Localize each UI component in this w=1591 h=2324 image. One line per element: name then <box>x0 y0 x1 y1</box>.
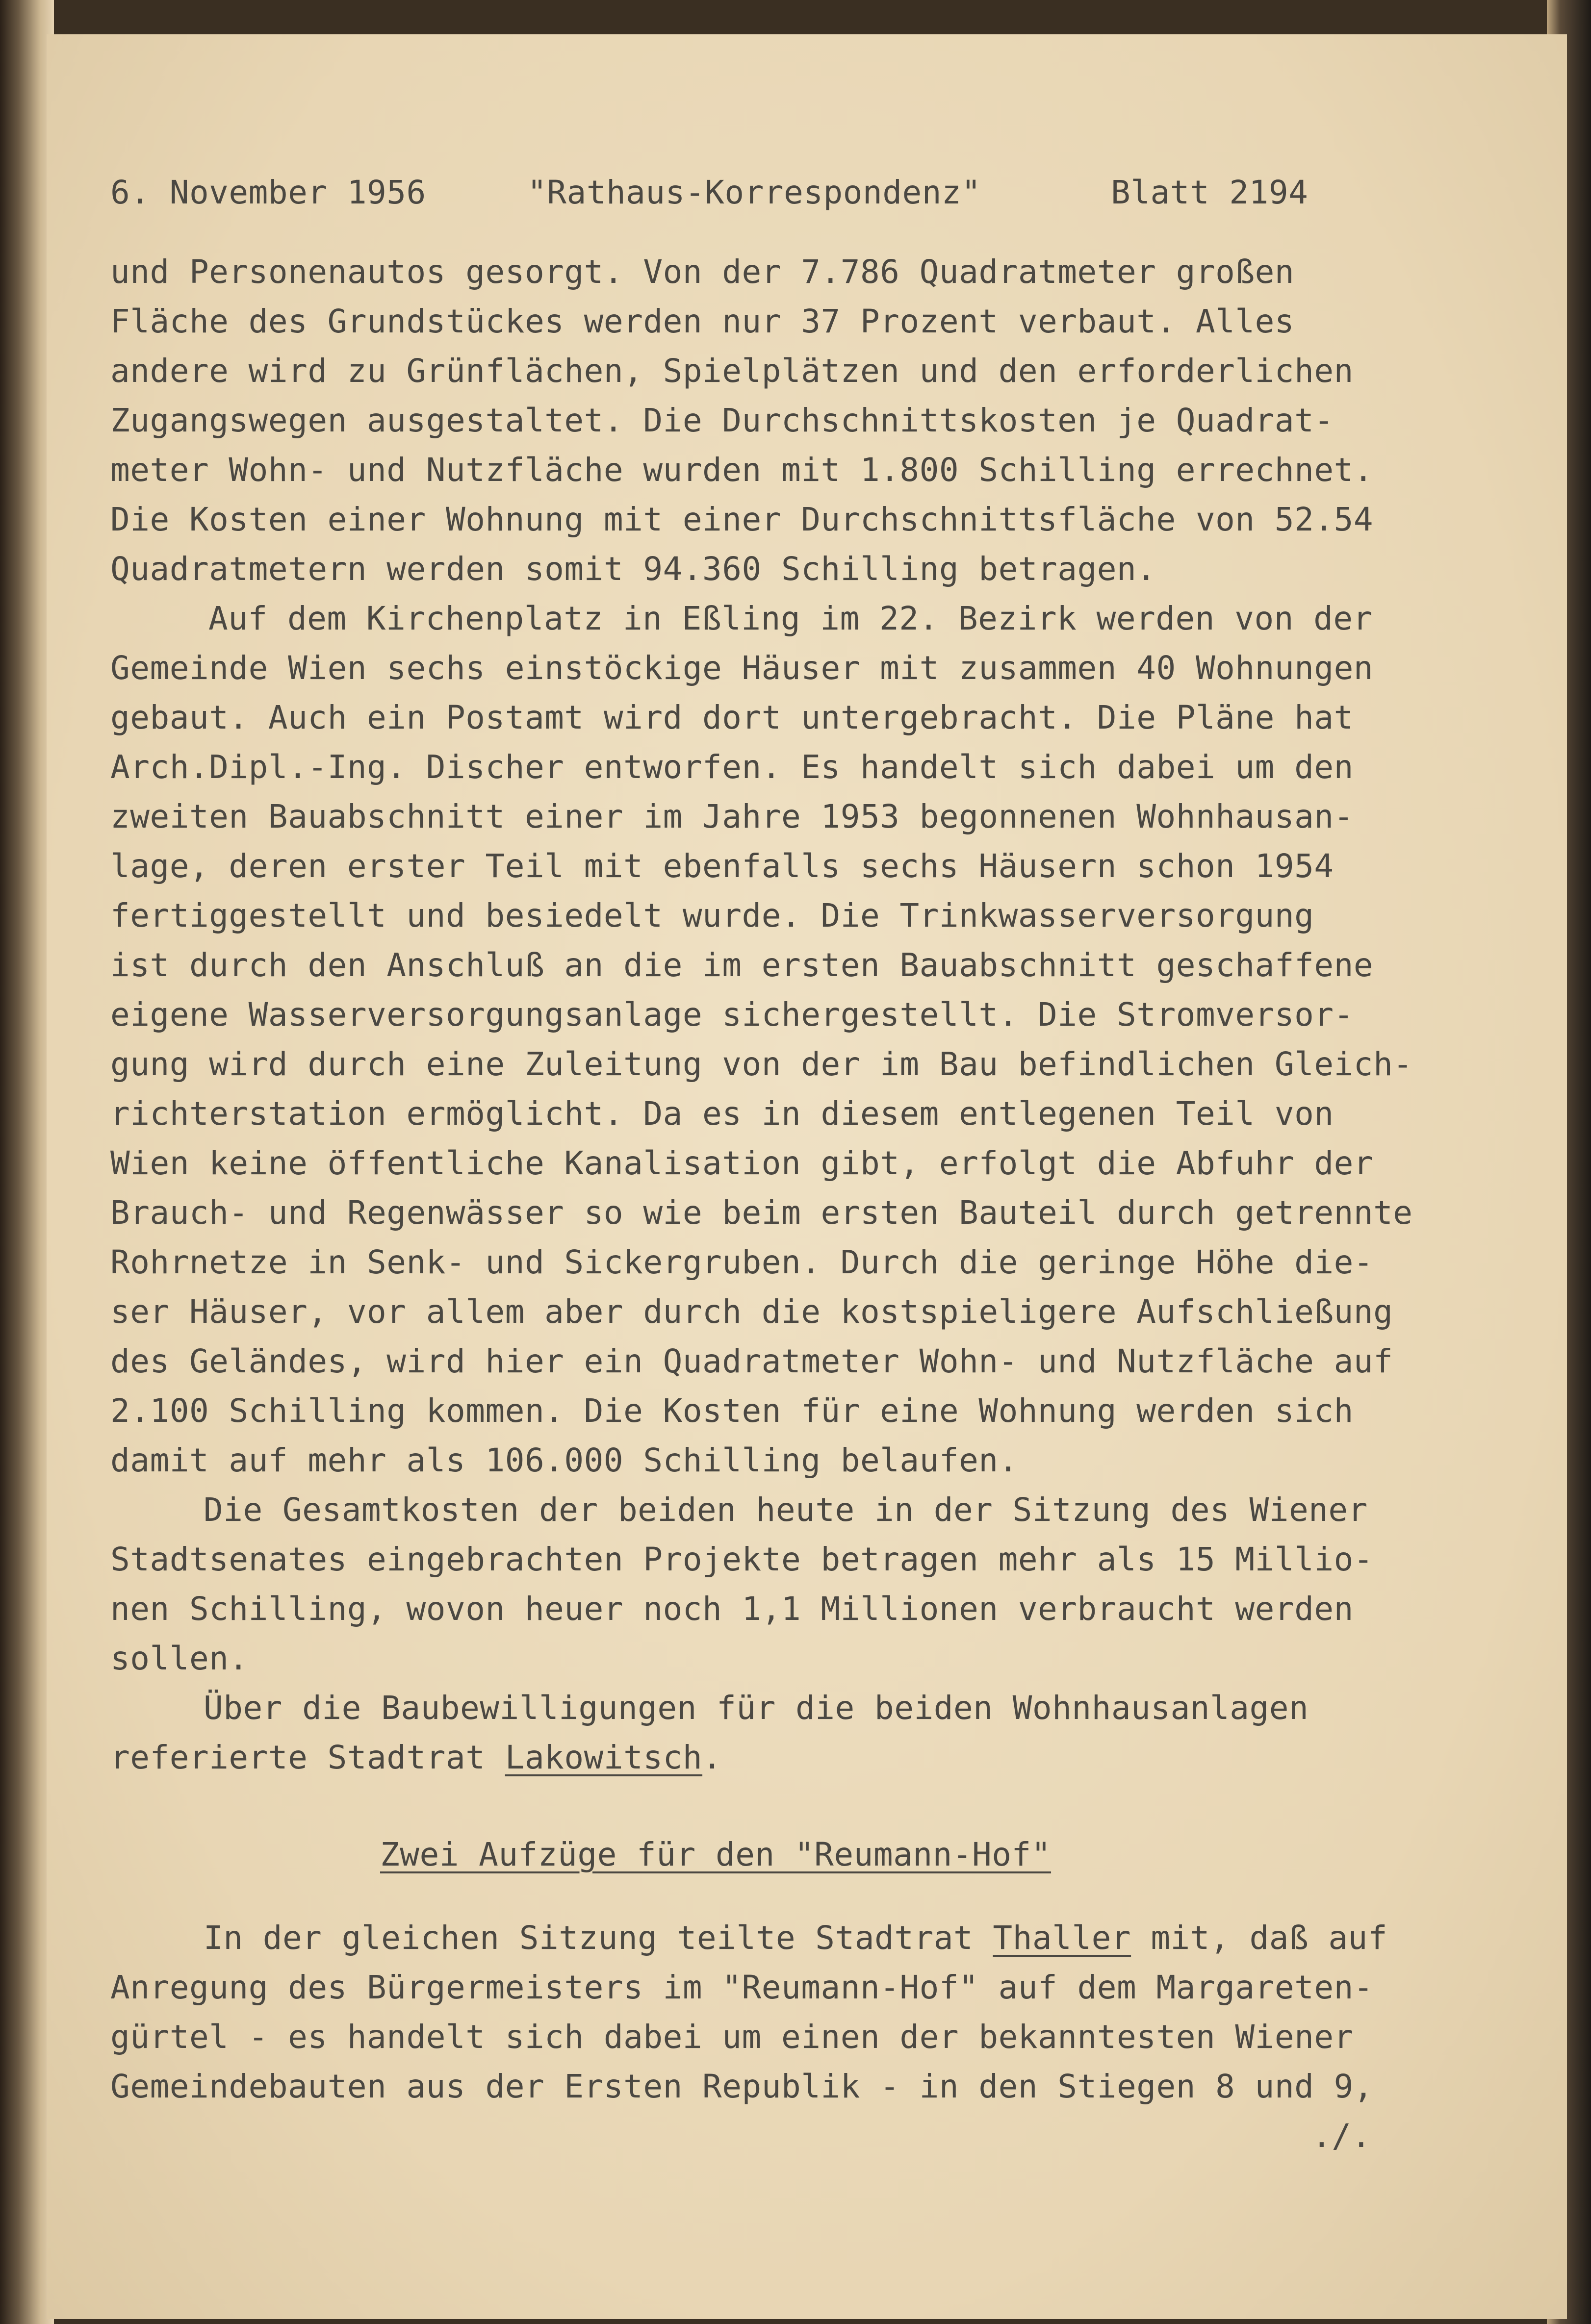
text-line: Auf dem Kirchenplatz in Eßling im 22. Bezirk werden von der <box>208 600 1373 637</box>
text-line: 2.100 Schilling kommen. Die Kosten für eine Wohnung werden sich <box>110 1392 1354 1430</box>
text-line: richterstation ermöglicht. Da es in diesem entlegenen Teil von <box>110 1095 1334 1133</box>
text-line: Wien keine öffentliche Kanalisation gibt, erfolgt die Abfuhr der <box>110 1144 1374 1182</box>
text-fragment: In der gleichen Sitzung teilte Stadtrat <box>204 1919 993 1957</box>
text-line: meter Wohn- und Nutzfläche wurden mit 1.800 Schilling errechnet. <box>110 451 1374 489</box>
text-line: gürtel - es handelt sich dabei um einen der bekanntesten Wiener <box>110 2018 1354 2056</box>
text-line: Rohrnetze in Senk- und Sickergruben. Durch die geringe Höhe die- <box>110 1243 1374 1281</box>
header-sheet-number: Blatt 2194 <box>1111 174 1309 211</box>
text-line <box>204 1919 1388 1957</box>
text-line: gung wird durch eine Zuleitung von der im Bau befindlichen Gleich- <box>110 1045 1413 1083</box>
text-line: Zugangswegen ausgestaltet. Die Durchschnittskosten je Quadrat- <box>110 402 1334 439</box>
underlined-name-thaller: Thaller <box>993 1919 1131 1957</box>
text-line: lage, deren erster Teil mit ebenfalls sechs Häusern schon 1954 <box>110 847 1334 885</box>
text-line: sollen. <box>110 1640 249 1677</box>
text-line: nen Schilling, wovon heuer noch 1,1 Millionen verbraucht werden <box>110 1590 1354 1628</box>
text-line: Anregung des Bürgermeisters im "Reumann-Hof" auf dem Margareten- <box>110 1969 1374 2006</box>
text-line: Die Gesamtkosten der beiden heute in der Sitzung des Wiener <box>204 1491 1368 1529</box>
typewritten-page <box>47 34 1567 2319</box>
text-line: eigene Wasserversorgungsanlage sichergestellt. Die Stromversor- <box>110 996 1354 1034</box>
text-fragment: . <box>702 1739 722 1776</box>
text-line: und Personenautos gesorgt. Von der 7.786 Quadratmeter großen <box>110 253 1295 291</box>
text-line: damit auf mehr als 106.000 Schilling belaufen. <box>110 1441 1018 1479</box>
header-date: 6. November 1956 <box>110 174 426 211</box>
text-line: gebaut. Auch ein Postamt wird dort untergebracht. Die Pläne hat <box>110 699 1354 736</box>
text-line: Quadratmetern werden somit 94.360 Schilling betragen. <box>110 550 1156 588</box>
text-line: zweiten Bauabschnitt einer im Jahre 1953 begonnenen Wohnhausan- <box>110 798 1354 835</box>
underlined-name-lakowitsch: Lakowitsch <box>505 1739 703 1776</box>
text-fragment: referierte Stadtrat <box>110 1739 505 1776</box>
header-publication: "Rathaus-Korrespondenz" <box>527 174 981 211</box>
text-line: ist durch den Anschluß an die im ersten Bauabschnitt geschaffene <box>110 946 1374 984</box>
text-line: Stadtsenates eingebrachten Projekte betragen mehr als 15 Millio- <box>110 1541 1374 1578</box>
text-line: Die Kosten einer Wohnung mit einer Durchschnittsfläche von 52.54 <box>110 501 1374 538</box>
text-fragment: mit, daß auf <box>1131 1919 1388 1957</box>
text-line: Arch.Dipl.-Ing. Discher entworfen. Es handelt sich dabei um den <box>110 748 1354 786</box>
text-line: fertiggestellt und besiedelt wurde. Die Trinkwasserversorgung <box>110 897 1314 935</box>
binding-edge-left <box>0 0 54 2324</box>
text-line: Gemeindebauten aus der Ersten Republik - in den Stiegen 8 und 9, <box>110 2068 1374 2105</box>
text-line: Brauch- und Regenwässer so wie beim ersten Bauteil durch getrennte <box>110 1194 1413 1232</box>
text-line: Fläche des Grundstückes werden nur 37 Prozent verbaut. Alles <box>110 303 1295 340</box>
text-line: des Geländes, wird hier ein Quadratmeter Wohn- und Nutzfläche auf <box>110 1342 1393 1380</box>
continuation-mark: ./. <box>1312 2117 1371 2155</box>
text-line: ser Häuser, vor allem aber durch die kostspieligere Aufschließung <box>110 1293 1393 1331</box>
section-heading: Zwei Aufzüge für den "Reumann-Hof" <box>380 1836 1052 1873</box>
text-line: Gemeinde Wien sechs einstöckige Häuser mit zusammen 40 Wohnungen <box>110 649 1374 687</box>
text-line: andere wird zu Grünflächen, Spielplätzen und den erforderlichen <box>110 352 1354 390</box>
text-line <box>110 1739 722 1776</box>
text-line: Über die Baubewilligungen für die beiden Wohnhausanlagen <box>204 1689 1309 1727</box>
